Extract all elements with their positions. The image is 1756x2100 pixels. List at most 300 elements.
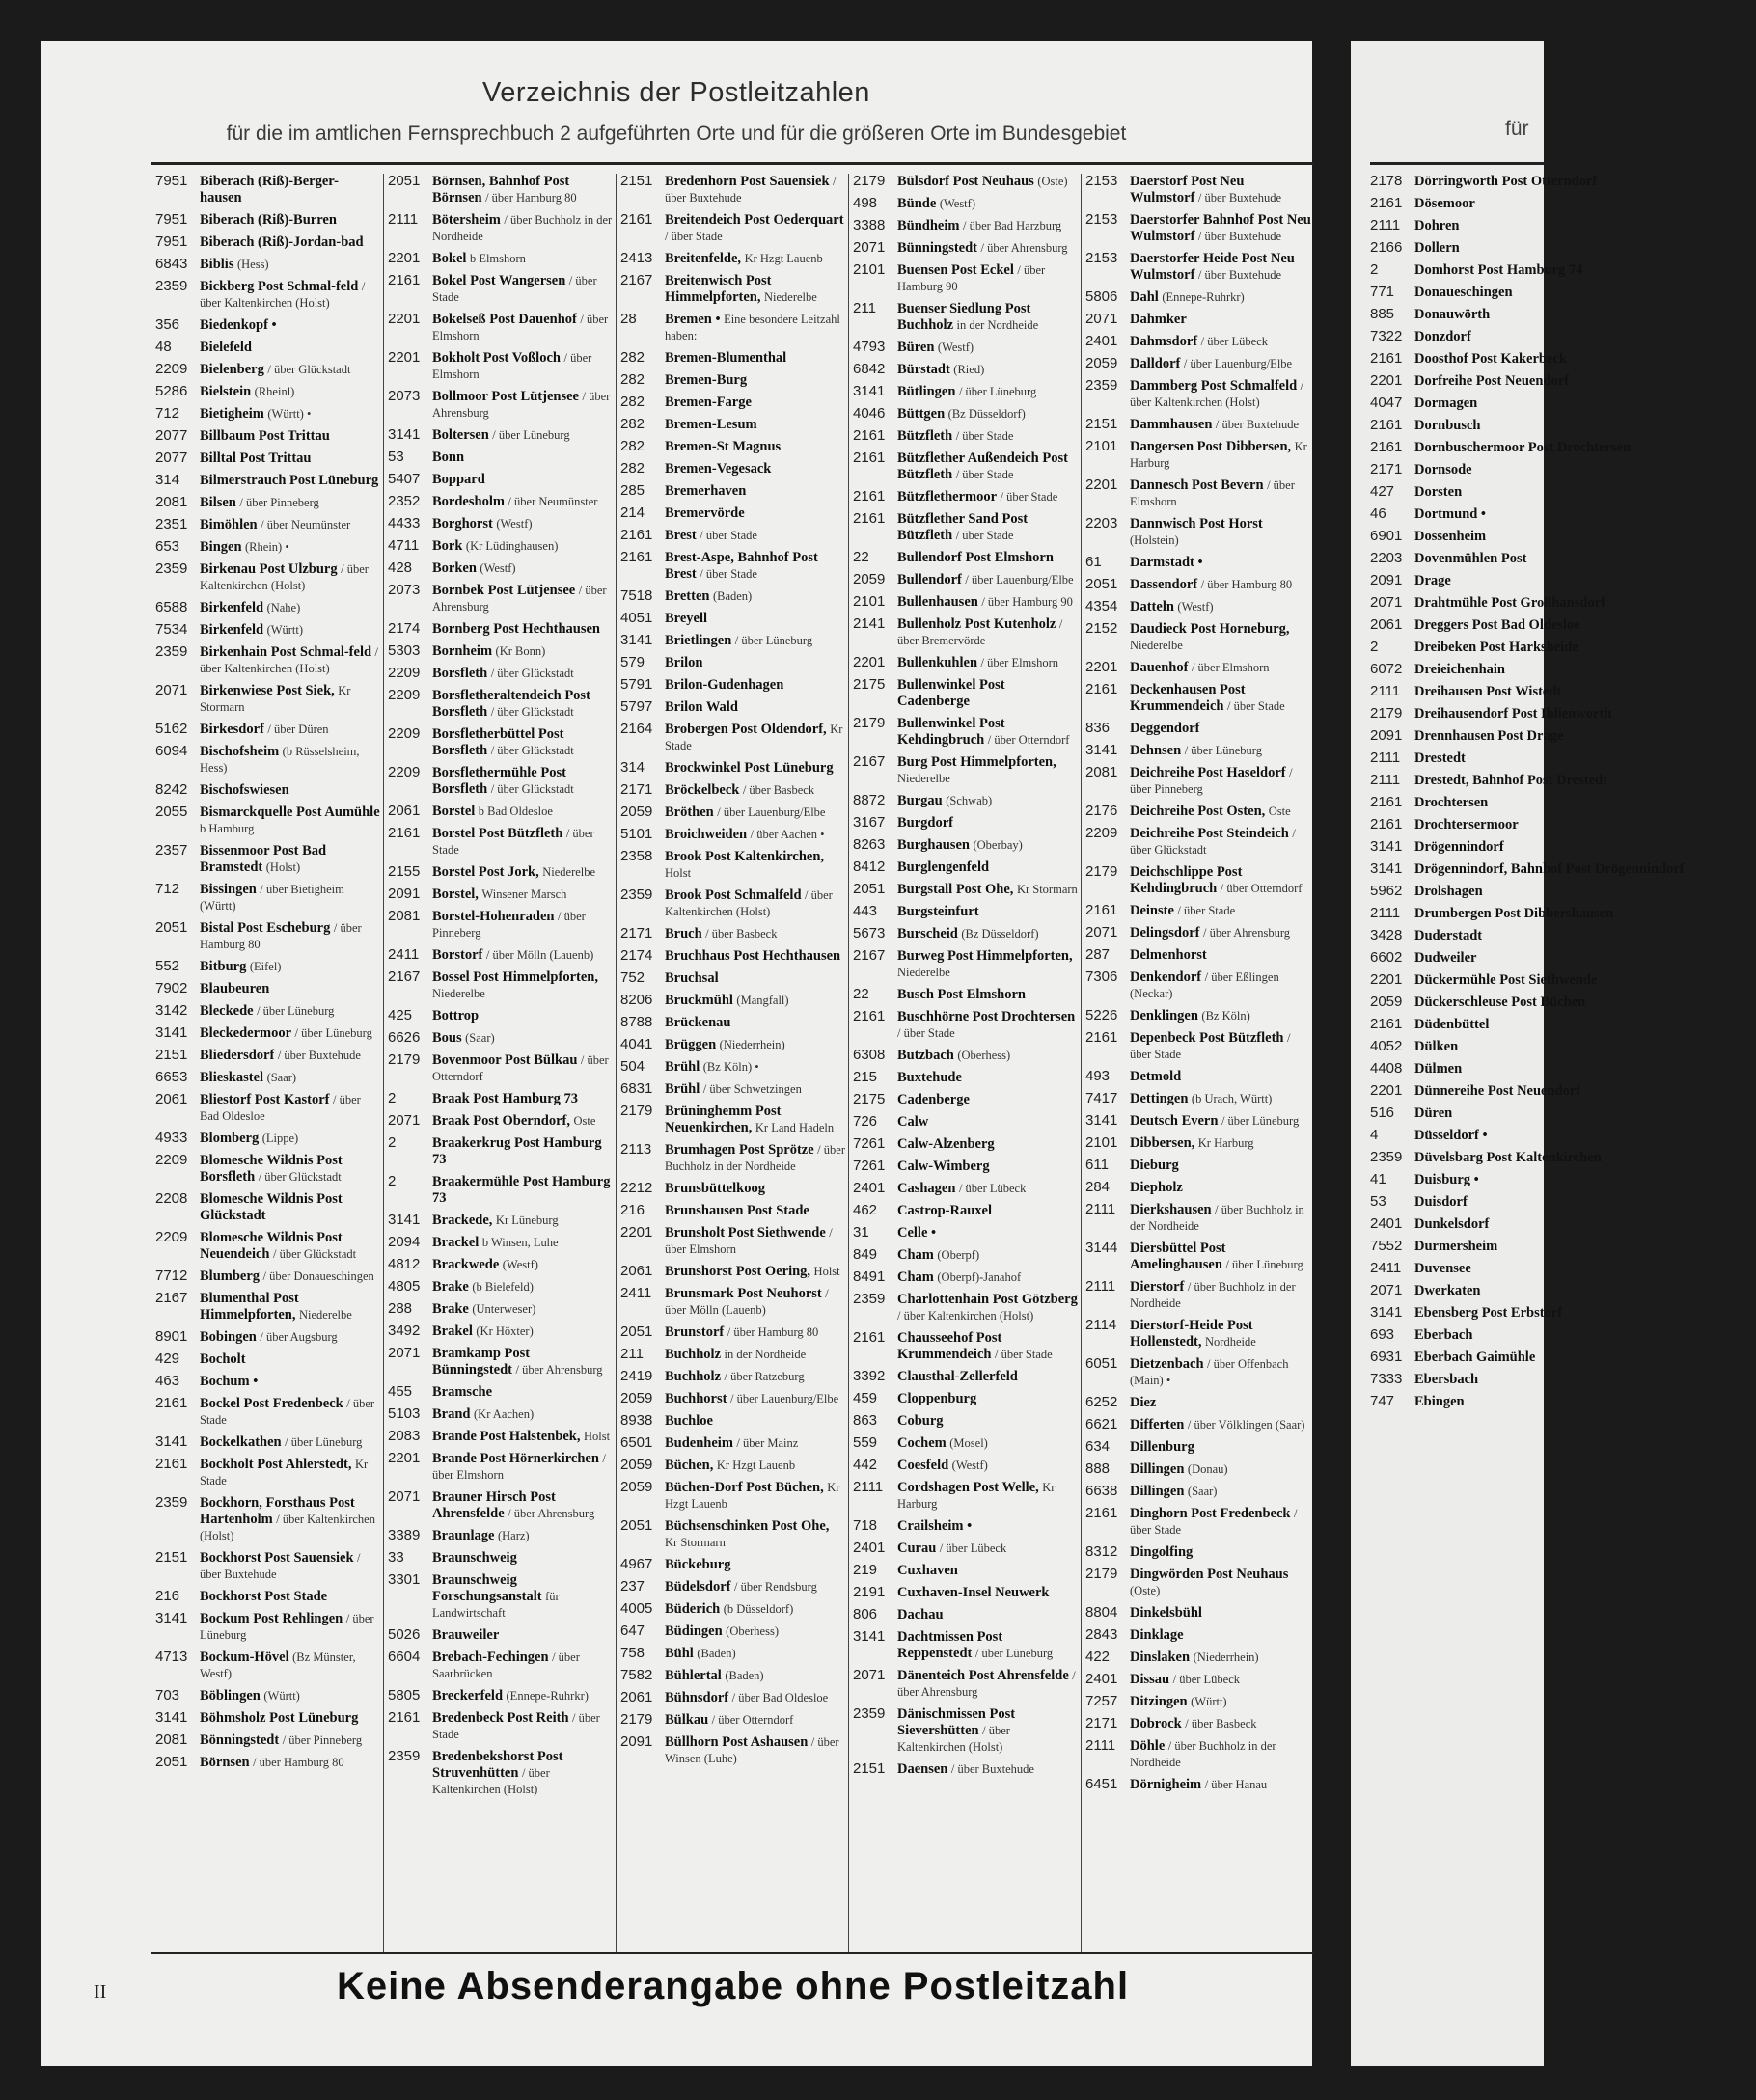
place-name: Dunkelsdorf: [1414, 1216, 1490, 1232]
entry-text: [1130, 969, 1311, 1002]
postal-code: 2413: [620, 250, 653, 266]
entry-text: [1414, 1083, 1756, 1100]
entry-text: [1130, 1672, 1311, 1688]
entry-text: [897, 1563, 1078, 1579]
postal-code: 2419: [620, 1368, 653, 1384]
directory-entry: [620, 212, 845, 245]
postal-code: 2171: [1370, 461, 1403, 477]
entry-text: [432, 1323, 613, 1340]
postal-code: 8242: [155, 781, 188, 798]
place-name: Dannesch Post Bevern: [1130, 477, 1264, 493]
entry-text: [200, 362, 380, 378]
entry-text: [665, 1059, 845, 1076]
postal-code: 5226: [1085, 1007, 1118, 1023]
entry-text: [1130, 925, 1311, 941]
directory-entry: [1370, 395, 1756, 412]
place-name: Brauner Hirsch Post Ahrensfelde: [432, 1489, 556, 1521]
directory-entry: [853, 1330, 1078, 1363]
directory-entry: [155, 561, 380, 594]
directory-entry: [620, 1480, 845, 1513]
place-name: Biblis: [200, 257, 234, 272]
postal-code: 2051: [388, 173, 421, 189]
place-name: Donauwörth: [1414, 307, 1491, 322]
directory-entry: [1085, 477, 1311, 510]
place-note: Kr Hzgt Lauenb: [665, 1481, 840, 1511]
entry-text: [897, 655, 1078, 671]
postal-code: 703: [155, 1687, 180, 1704]
place-name: Bruchhaus Post Hechthausen: [665, 948, 841, 964]
place-note: / über Stade: [955, 429, 1014, 443]
postal-code: 2161: [1370, 816, 1403, 832]
place-name: Burgsteinfurt: [897, 904, 979, 919]
place-name: Biberach (Riß)-Burren: [200, 212, 337, 228]
place-name: Brilon-Gudenhagen: [665, 677, 784, 693]
postal-code: 5407: [388, 471, 421, 487]
entry-text: [1130, 417, 1311, 433]
postal-code: 2091: [1370, 572, 1403, 588]
place-name: Brauweiler: [432, 1627, 500, 1643]
postal-code: 4005: [620, 1600, 653, 1617]
place-note: (Westf): [1177, 600, 1214, 614]
directory-entry: [1085, 826, 1311, 859]
directory-entry: [853, 948, 1078, 981]
entry-text: [897, 1159, 1078, 1175]
place-name: Bützflether Sand Post Bützfleth: [897, 511, 1029, 543]
entry-text: [432, 1384, 613, 1401]
entry-text: [432, 494, 613, 510]
place-name: Blieskastel: [200, 1070, 264, 1085]
place-note: / über Buchholz in der Nordheide: [1130, 1280, 1296, 1310]
entry-text: [432, 1406, 613, 1423]
place-note: / über Buxtehude: [1215, 418, 1299, 431]
entry-text: [897, 1607, 1078, 1623]
place-name: Domhorst Post Hamburg 74: [1414, 262, 1583, 278]
place-note: / über Stade: [432, 1711, 600, 1741]
place-name: Bornheim: [432, 643, 493, 659]
postal-code: 2152: [1085, 620, 1118, 637]
directory-entry: [155, 722, 380, 738]
place-name: Bröthen: [665, 805, 714, 820]
place-note: / über Elmshorn: [432, 313, 609, 342]
place-note: / über Buxtehude: [200, 1551, 361, 1581]
postal-code: 2201: [1370, 971, 1403, 988]
entry-text: [665, 1623, 845, 1640]
entry-text: [200, 1048, 380, 1064]
directory-entry: [1370, 1305, 1756, 1322]
postal-code: 504: [620, 1058, 645, 1075]
place-note: Kr Lüneburg: [495, 1214, 559, 1227]
entry-text: [432, 726, 613, 759]
postal-code: 6842: [853, 361, 886, 377]
directory-entry: [155, 473, 380, 489]
postal-code: 4713: [155, 1649, 188, 1665]
postal-code: 2061: [620, 1689, 653, 1705]
place-name: Buxtehude: [897, 1070, 962, 1085]
place-name: Birkenhain Post Schmal-feld: [200, 644, 372, 660]
postal-code: 7333: [1370, 1371, 1403, 1387]
place-name: Brückenau: [665, 1015, 731, 1030]
place-name: Bülkau: [665, 1712, 709, 1728]
postal-code: 2203: [1085, 515, 1118, 532]
postal-code: 6588: [155, 599, 188, 615]
postal-code: 285: [620, 482, 645, 499]
postal-code: 2401: [1085, 1671, 1118, 1687]
place-note: (Hess): [236, 258, 269, 271]
place-name: Dornbusch: [1414, 418, 1481, 433]
place-note: (Baden): [712, 589, 753, 603]
postal-code: 2061: [155, 1091, 188, 1107]
postal-code: 5806: [1085, 288, 1118, 305]
place-note: / über Stade: [1000, 490, 1058, 504]
place-name: Dehnsen: [1130, 743, 1182, 758]
place-name: Bous: [432, 1030, 462, 1046]
place-name: Bullenhausen: [897, 594, 978, 610]
entry-text: [897, 677, 1078, 710]
postal-code: 2153: [1085, 173, 1118, 189]
postal-code: 7582: [620, 1667, 653, 1683]
postal-code: 6501: [620, 1434, 653, 1451]
entry-text: [665, 1369, 845, 1385]
place-name: Breitenfelde,: [665, 251, 742, 266]
place-name: Brackwede: [432, 1257, 500, 1272]
entry-text: [432, 174, 613, 206]
place-name: Depenbeck Post Bützfleth: [1130, 1030, 1284, 1046]
entry-text: [665, 655, 845, 671]
directory-entry: [853, 489, 1078, 505]
postal-code: 712: [155, 881, 180, 897]
directory-entry: [388, 804, 613, 820]
directory-entry: [853, 1159, 1078, 1175]
entry-text: [1130, 1506, 1311, 1539]
directory-entry: [155, 1688, 380, 1705]
directory-entry: [620, 805, 845, 821]
entry-text: [1130, 826, 1311, 859]
entry-text: [200, 1550, 380, 1583]
postal-code: 7257: [1085, 1693, 1118, 1709]
place-note: / über Lüneburg: [734, 634, 813, 647]
place-note: (Bz Düsseldorf): [961, 927, 1039, 941]
place-note: Kr Stormarn: [1016, 883, 1078, 896]
directory-entry: [1085, 1356, 1311, 1389]
directory-entry: [155, 805, 380, 837]
directory-entry: [620, 633, 845, 649]
directory-entry: [155, 212, 380, 229]
place-name: Denklingen: [1130, 1008, 1198, 1023]
place-note: (Niederrhein): [719, 1038, 785, 1051]
postal-code: 2111: [1370, 683, 1401, 699]
directory-entry: [620, 1623, 845, 1640]
place-note: / über Glückstadt: [490, 705, 574, 719]
postal-code: 5026: [388, 1626, 421, 1643]
postal-code: 3141: [853, 383, 886, 399]
entry-text: [1130, 212, 1311, 245]
entry-text: [432, 1429, 613, 1445]
postal-code: 7552: [1370, 1238, 1403, 1254]
postal-code: 2171: [620, 925, 653, 941]
place-note: (Westf): [502, 1258, 538, 1271]
postal-code: 5673: [853, 925, 886, 941]
postal-code: 516: [1370, 1105, 1395, 1121]
entry-text: [200, 843, 380, 876]
postal-code: 284: [1085, 1179, 1111, 1195]
entry-text: [1414, 995, 1756, 1011]
place-name: Bockum Post Rehlingen: [200, 1611, 343, 1626]
postal-code: 282: [620, 371, 645, 388]
place-name: Drögennindorf: [1414, 839, 1504, 855]
postal-code: 2161: [620, 527, 653, 543]
place-name: Bottrop: [432, 1008, 480, 1023]
place-note: Kr Harburg: [1197, 1136, 1254, 1150]
postal-code: 2843: [1085, 1626, 1118, 1643]
directory-entry: [620, 588, 845, 605]
postal-code: 2161: [1370, 794, 1403, 810]
place-name: Celle •: [897, 1225, 937, 1241]
place-note: Eine besondere Leitzahl haben:: [665, 313, 840, 342]
entry-text: [1130, 477, 1311, 510]
postal-code: 3492: [388, 1323, 421, 1339]
place-name: Bredenbeck Post Reith: [432, 1710, 569, 1726]
place-name: Brüggen: [665, 1037, 717, 1052]
postal-code: 2167: [388, 968, 421, 985]
directory-entry: [1370, 418, 1756, 434]
place-name: Burg Post Himmelpforten,: [897, 754, 1056, 770]
directory-entry: [155, 1070, 380, 1086]
directory-entry: [853, 1292, 1078, 1324]
place-name: Büchen-Dorf Post Büchen,: [665, 1480, 824, 1495]
next-page-header: für: [1505, 118, 1529, 140]
postal-code: 2209: [1085, 825, 1118, 841]
entry-text: [897, 1181, 1078, 1197]
postal-code: 2167: [853, 947, 886, 964]
directory-entry: [155, 744, 380, 777]
directory-entry: [1370, 995, 1756, 1011]
place-name: Dreieichenhain: [1414, 662, 1505, 677]
entry-text: [1130, 334, 1311, 350]
place-note: / über Düren: [267, 723, 329, 736]
entry-text: [897, 550, 1078, 566]
postal-code: 3141: [155, 1433, 188, 1450]
postal-code: 747: [1370, 1393, 1395, 1409]
postal-code: 6308: [853, 1047, 886, 1063]
entry-text: [432, 583, 613, 615]
entry-text: [1414, 928, 1756, 944]
postal-code: 5103: [388, 1405, 421, 1422]
postal-code: 4805: [388, 1278, 421, 1295]
entry-text: [897, 616, 1078, 649]
place-name: Cloppenburg: [897, 1391, 977, 1406]
postal-code: 5962: [1370, 883, 1403, 899]
place-name: Blumberg: [200, 1268, 261, 1284]
entry-text: [1414, 218, 1756, 234]
directory-entry: [620, 677, 845, 694]
entry-text: [1130, 378, 1311, 411]
directory-entry: [620, 550, 845, 583]
entry-text: [1414, 1216, 1756, 1233]
postal-code: 6831: [620, 1080, 653, 1097]
directory-entry: [853, 1136, 1078, 1153]
place-note: / über Elmshorn: [1130, 478, 1295, 508]
postal-code: 2201: [1370, 1082, 1403, 1099]
place-name: Blomesche Wildnis Post Neuendeich: [200, 1230, 343, 1262]
postal-code: 758: [620, 1645, 645, 1661]
postal-code: 2161: [155, 1395, 188, 1411]
entry-text: [432, 1030, 613, 1047]
entry-text: [432, 273, 613, 306]
place-name: Birkenwiese Post Siek,: [200, 683, 335, 698]
place-note: (Niederrhein): [1193, 1650, 1259, 1664]
directory-entry: [1370, 529, 1756, 545]
directory-entry: [1085, 378, 1311, 411]
postal-code: 2111: [1370, 772, 1401, 788]
entry-text: [1130, 356, 1311, 372]
entry-text: [432, 864, 613, 881]
postal-code: 836: [1085, 720, 1111, 736]
postal-code: 356: [155, 316, 180, 333]
place-name: Billbaum Post Trittau: [200, 428, 330, 444]
place-name: Büllhorn Post Ashausen: [665, 1734, 809, 1750]
place-name: Buensen Post Eckel: [897, 262, 1014, 278]
entry-text: [200, 384, 380, 400]
place-note: / über Lübeck: [958, 1182, 1027, 1195]
place-name: Datteln: [1130, 599, 1174, 614]
entry-text: [1130, 621, 1311, 654]
directory-entry: [1370, 1128, 1756, 1144]
postal-code: 2051: [620, 1517, 653, 1534]
directory-entry: [1085, 1158, 1311, 1174]
place-name: Daerstorfer Heide Post Neu Wulmstorf: [1130, 251, 1295, 283]
place-name: Dassendorf: [1130, 577, 1198, 592]
entry-text: [665, 1557, 845, 1573]
postal-code: 2201: [388, 250, 421, 266]
place-name: Brilon Wald: [665, 699, 738, 715]
postal-code: 2111: [853, 1479, 884, 1495]
entry-text: [1130, 1738, 1311, 1771]
postal-code: 3301: [388, 1571, 421, 1588]
directory-entry: [620, 887, 845, 920]
place-note: / über Neumünster: [261, 518, 351, 532]
place-name: Brunshausen Post Stade: [665, 1203, 809, 1218]
place-note: / über Pinneberg: [1130, 766, 1293, 796]
place-name: Bokholt Post Voßloch: [432, 350, 561, 366]
place-name: Biberach (Riß)-Jordan-bad: [200, 234, 364, 250]
place-name: Ebingen: [1414, 1394, 1465, 1409]
place-name: Büdingen: [665, 1623, 723, 1639]
directory-entry: [388, 1008, 613, 1024]
entry-text: [1130, 1417, 1311, 1433]
place-name: Boppard: [432, 472, 485, 487]
directory-entry: [853, 1391, 1078, 1407]
place-name: Dörnigheim: [1130, 1777, 1202, 1792]
place-name: Dibbersen,: [1130, 1135, 1195, 1151]
postal-code: 6602: [1370, 949, 1403, 966]
place-name: Bocholt: [200, 1351, 246, 1367]
directory-entry: [1085, 1567, 1311, 1599]
place-name: Bullenkuhlen: [897, 655, 978, 670]
entry-text: [432, 1301, 613, 1318]
directory-entry: [853, 1458, 1078, 1474]
postal-code: 579: [620, 654, 645, 670]
place-name: Denkendorf: [1130, 969, 1202, 985]
place-name: Bornberg Post Hechthausen: [432, 621, 600, 637]
postal-code: 216: [620, 1202, 645, 1218]
directory-entry: [1370, 906, 1756, 922]
entry-text: [665, 350, 845, 367]
entry-text: [1414, 285, 1756, 301]
entry-text: [1414, 529, 1756, 545]
postal-code: 7534: [155, 621, 188, 638]
place-name: Bonn: [432, 450, 465, 465]
directory-entry: [155, 622, 380, 639]
postal-code: 4933: [155, 1130, 188, 1146]
entry-text: [200, 683, 380, 716]
place-name: Dülken: [1414, 1039, 1459, 1054]
place-note: in der Nordheide: [956, 318, 1039, 332]
place-name: Dietzenbach: [1130, 1356, 1204, 1372]
entry-text: [432, 1257, 613, 1273]
place-name: Deichreihe Post Haseldorf: [1130, 765, 1286, 780]
place-name: Börnsen, Bahnhof Post Börnsen: [432, 174, 570, 205]
entry-text: [1414, 972, 1756, 989]
directory-entry: [1370, 174, 1756, 190]
entry-text: [897, 196, 1078, 212]
directory-entry: [155, 920, 380, 953]
postal-code: 3141: [620, 632, 653, 648]
place-name: Braunlage: [432, 1528, 495, 1543]
postal-code: 2071: [1370, 594, 1403, 611]
directory-entry: [620, 1413, 845, 1430]
place-note: (Kr Bonn): [495, 644, 546, 658]
entry-text: [1130, 312, 1311, 328]
place-name: Brest-Aspe, Bahnhof Post Brest: [665, 550, 818, 582]
directory-entry: [1085, 1135, 1311, 1152]
directory-entry: [1370, 462, 1756, 478]
postal-code: 428: [388, 559, 413, 576]
entry-text: [897, 340, 1078, 356]
place-name: Broichweiden: [665, 827, 748, 842]
entry-text: [1414, 307, 1756, 323]
place-name: Dörringworth Post Otterndorf: [1414, 174, 1598, 189]
postal-code: 2179: [853, 173, 886, 189]
directory-column: [1082, 174, 1314, 1953]
entry-text: [897, 1048, 1078, 1064]
postal-code: 2359: [155, 643, 188, 660]
postal-code: 216: [155, 1588, 180, 1604]
place-name: Bremen •: [665, 312, 721, 327]
entry-text: [1130, 1461, 1311, 1478]
entry-text: [897, 1225, 1078, 1241]
postal-code: 22: [853, 986, 869, 1002]
place-name: Dormagen: [1414, 395, 1478, 411]
place-name: Dalldorf: [1130, 356, 1181, 371]
place-name: Dammberg Post Schmalfeld: [1130, 378, 1298, 394]
postal-code: 7518: [620, 587, 653, 604]
directory-entry: [620, 1712, 845, 1729]
entry-text: [432, 472, 613, 488]
entry-text: [1130, 1202, 1311, 1235]
place-note: (Oste): [1037, 175, 1068, 188]
place-note: (Holst): [265, 860, 301, 874]
directory-entry: [853, 655, 1078, 671]
place-name: Bleckedermoor: [200, 1025, 292, 1041]
entry-text: [1130, 1439, 1311, 1456]
entry-text: [665, 483, 845, 500]
directory-entry: [1370, 551, 1756, 567]
next-page-column: [1370, 174, 1756, 1953]
entry-text: [665, 1690, 845, 1706]
directory-entry: [388, 1384, 613, 1401]
place-name: Bullendorf Post Elmshorn: [897, 550, 1054, 565]
place-name: Borstel-Hohenraden: [432, 909, 555, 924]
